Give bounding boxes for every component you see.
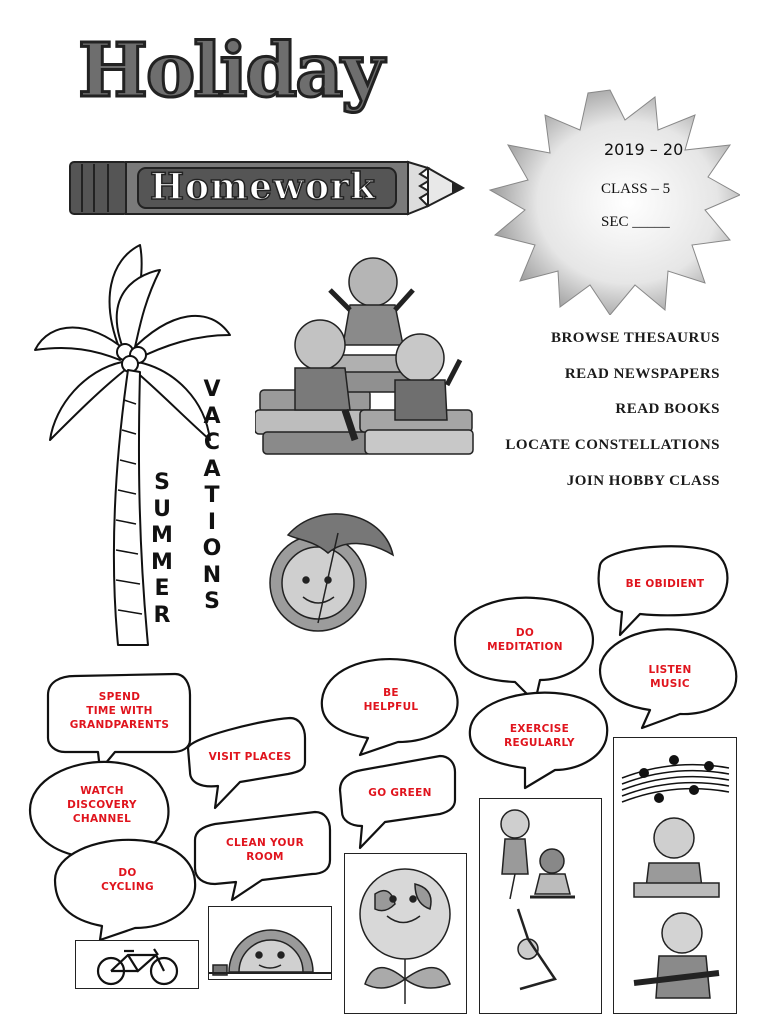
music-kids-frame [613, 737, 737, 1014]
bubble-text-listen: LISTEN MUSIC [648, 664, 692, 690]
section-label: SEC _____ [601, 214, 670, 230]
bubble-go-green [340, 756, 455, 848]
summer-vertical: S U M M E R [151, 470, 173, 628]
bicycle-icon [76, 941, 198, 988]
activity-item: JOIN HOBBY CLASS [566, 473, 720, 489]
yoga-kids-frame [479, 798, 602, 1014]
bubble-text-go-green: GO GREEN [368, 787, 432, 799]
bubble-text-be-helpful: BE HELPFUL [363, 687, 419, 713]
vacations-vertical: V A C A T I O N S [202, 377, 222, 614]
year-label: 2019 – 20 [604, 140, 684, 159]
activity-item: READ NEWSPAPERS [564, 366, 720, 382]
bubble-text-visit-places: VISIT PLACES [208, 751, 292, 763]
bubble-text-meditation: DO MEDITATION [487, 627, 563, 653]
bubble-text-be-obidient: BE OBIDIENT [625, 578, 705, 590]
bubble-text-clean-room: CLEAN YOUR ROOM [226, 837, 304, 863]
go-green-earth-frame [344, 853, 467, 1014]
activity-item: READ BOOKS [615, 401, 720, 417]
bubble-text-exercise: EXERCISE REGULARLY [504, 723, 575, 749]
activity-item: BROWSE THESAURUS [550, 330, 720, 346]
bicycle-frame [75, 940, 199, 989]
holiday-title: Holiday [78, 28, 383, 114]
homework-subtitle: Homework [150, 166, 376, 208]
bubble-text-cycling: DO CYCLING [101, 867, 154, 893]
clean-room-sun-frame [208, 906, 332, 980]
bubble-text-watch-discovery: WATCH DISCOVERY CHANNEL [67, 785, 137, 825]
class-label: CLASS – 5 [601, 181, 671, 197]
bubble-text-grandparents: SPEND TIME WITH GRANDPARENTS [69, 691, 170, 731]
activity-item: LOCATE CONSTELLATIONS [505, 437, 720, 453]
